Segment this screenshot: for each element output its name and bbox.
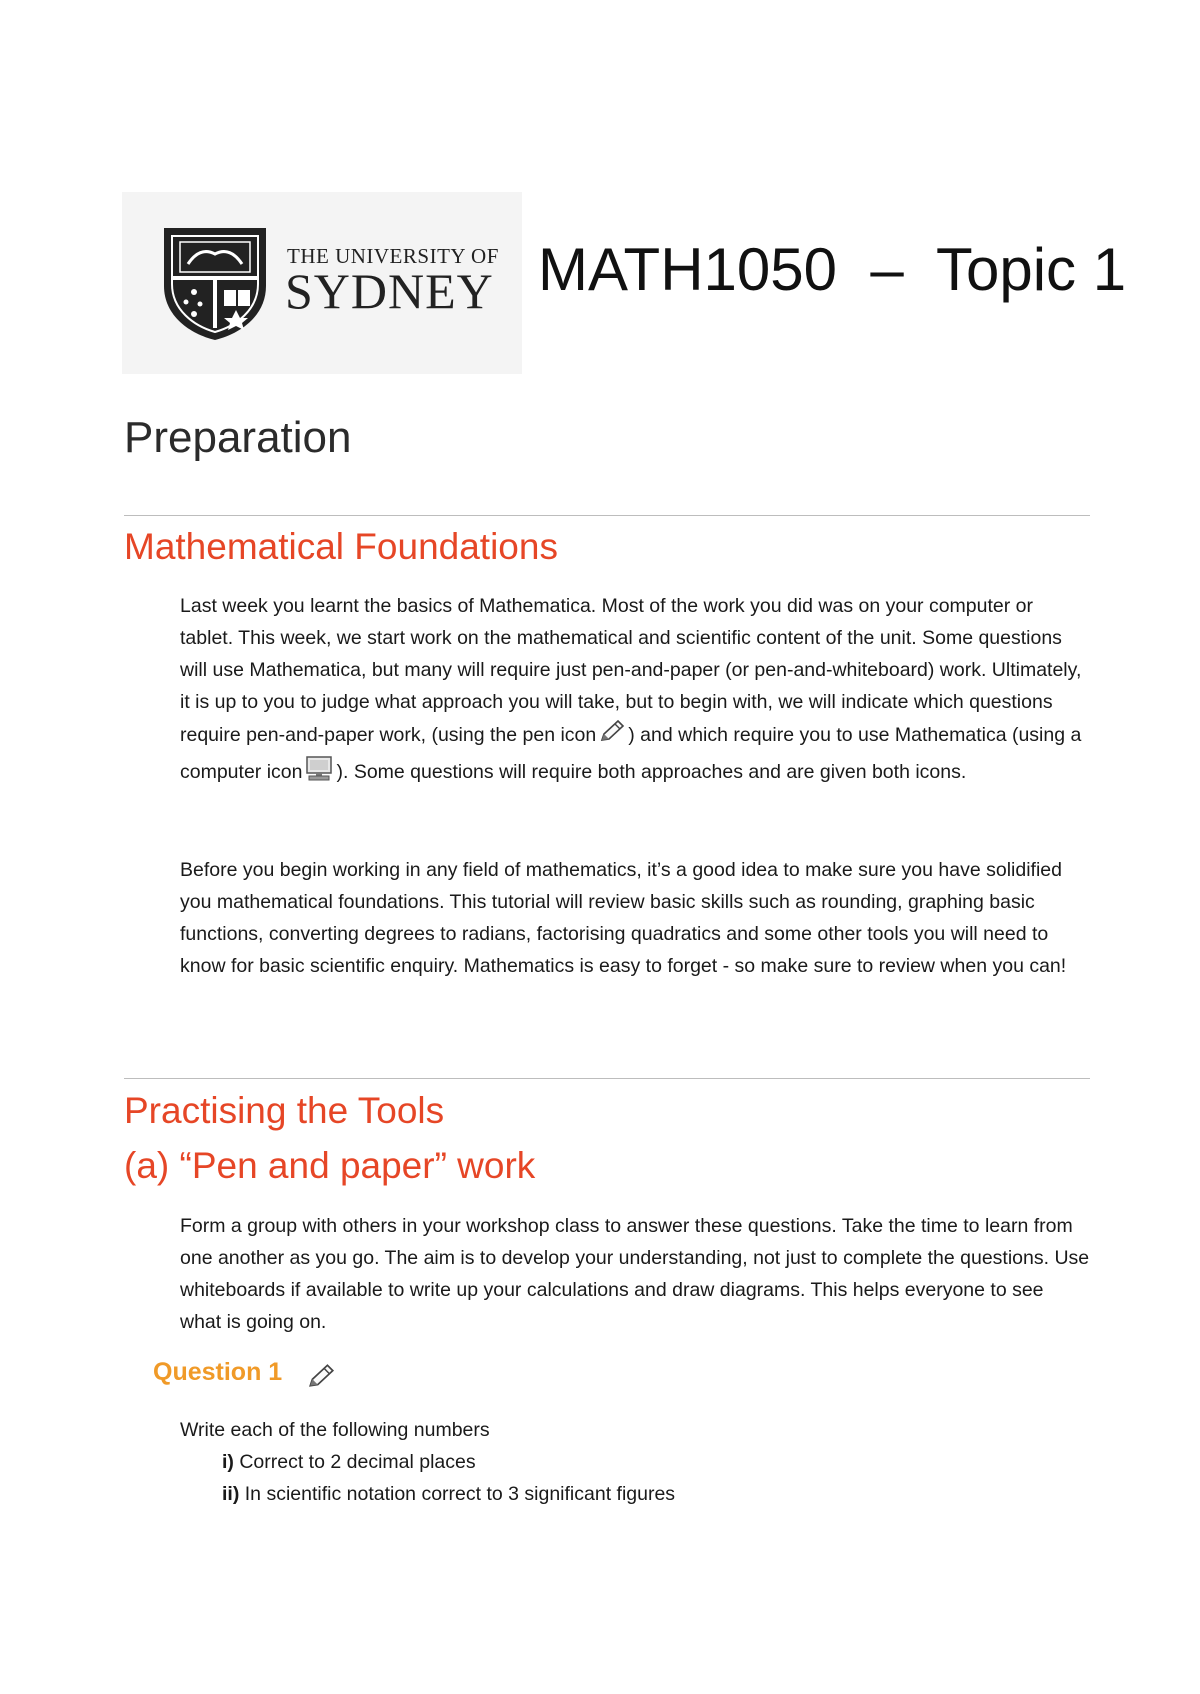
divider [124, 1078, 1090, 1079]
list-item-text: In scientific notation correct to 3 significant figures [239, 1483, 676, 1505]
list-item [222, 1478, 675, 1510]
foundations-text-b: ) and which require you to use Mathematica (using a computer icon [180, 724, 1082, 784]
pen-icon [598, 718, 626, 754]
list-item [222, 1446, 476, 1478]
document-title: MATH1050 – Topic 1 [538, 236, 1127, 303]
university-logo [122, 192, 522, 374]
divider [124, 515, 1090, 516]
list-item-label: ii) [222, 1483, 240, 1505]
computer-icon [304, 754, 334, 792]
foundations-heading: Mathematical Foundations [124, 526, 558, 567]
foundations-text-a: Last week you learnt the basics of Mathematica. Most of the work you did was on your computer or tablet. This week, we start work on the mathematical and scientific content of the unit. Some questions will use Mathematica, but many will require just pen-and-paper (or pen-and-whiteboard) work. Ultimately, it is up to you to judge what approach you will take, but to begin with, we will indicate which questions require pen-and-paper work, (using the pen icon [180, 595, 1082, 747]
foundations-paragraph-2: Before you begin working in any field of mathematics, it’s a good idea to make sure you have solidified you mathematical foundations. This tutorial will review basic skills such as rounding, graphing basic functions, converting degrees to radians, factorising quadratics and some other tools you will need to know for basic scientific enquiry. Mathematics is easy to forget - so make sure to review when you can! [180, 859, 1067, 977]
logo-text-line1: THE UNIVERSITY OF [287, 244, 499, 268]
practising-heading: Practising the Tools [124, 1090, 445, 1131]
list-item-label: i) [222, 1451, 234, 1473]
preparation-heading: Preparation [124, 413, 352, 462]
foundations-paragraph-1 [180, 590, 1090, 792]
question-1-title: Question 1 [153, 1358, 283, 1386]
pen-icon [306, 1362, 336, 1395]
practising-intro-paragraph: Form a group with others in your workshop class to answer these questions. Take the time to learn from one another as you go. The aim is to develop your understanding, not just to complete the questions. Use whiteboards if available to write up your calculations and draw diagrams. This helps everyone to see what is going on. [180, 1215, 1090, 1333]
foundations-text-c: ). Some questions will require both approaches and are given both icons. [336, 761, 967, 784]
pen-paper-subheading: (a) “Pen and paper” work [124, 1145, 536, 1186]
list-item-text: Correct to 2 decimal places [233, 1451, 476, 1473]
question-1-prompt: Write each of the following numbers [180, 1419, 490, 1441]
logo-text-line2: SYDNEY [285, 263, 494, 319]
university-crest-icon [160, 224, 270, 342]
